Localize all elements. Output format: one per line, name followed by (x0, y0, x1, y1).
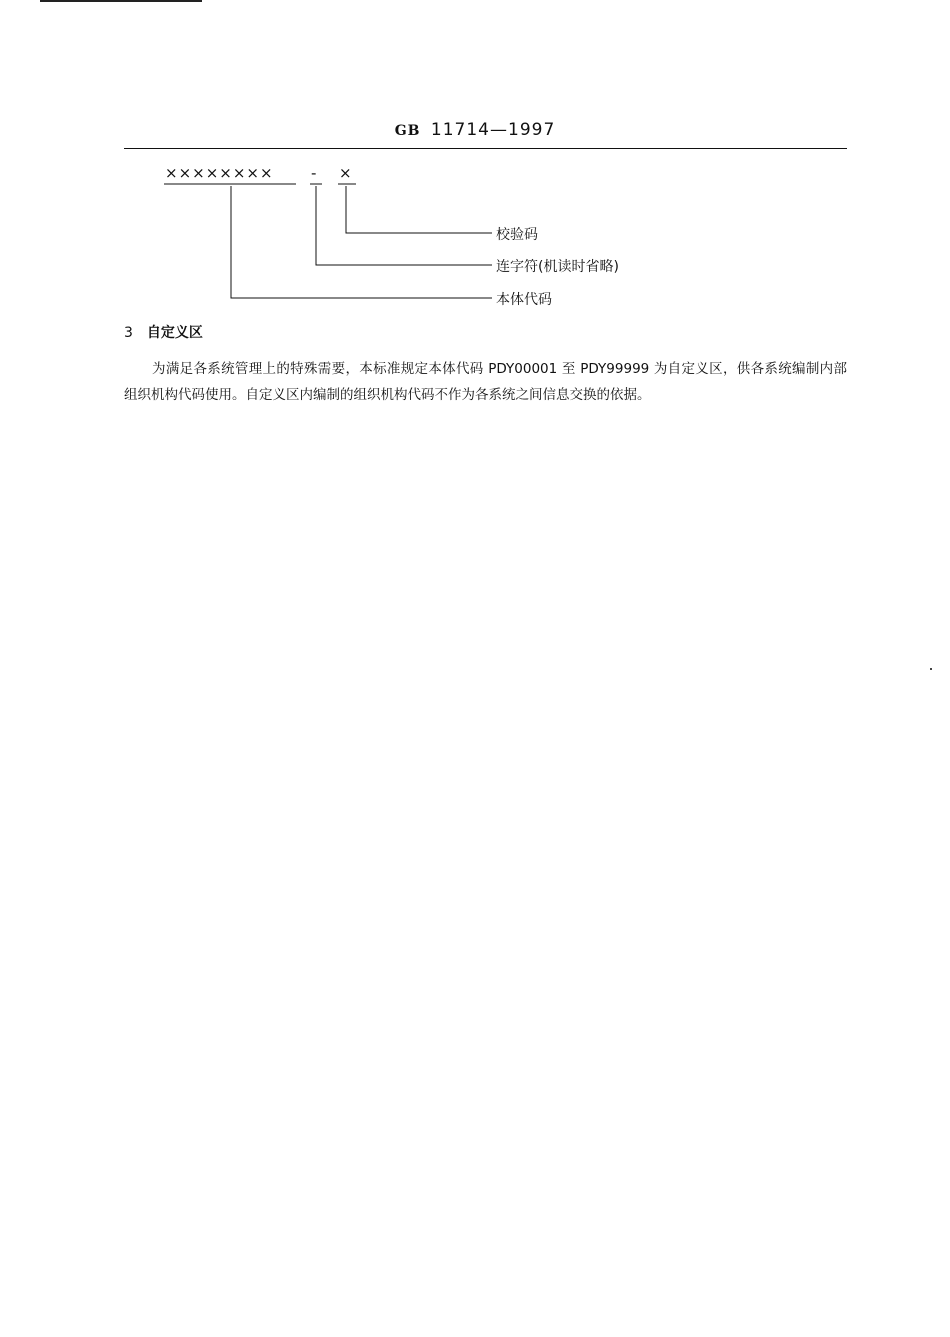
hyphen-connector (316, 186, 492, 265)
header-rule (124, 148, 847, 149)
check-char-placeholder: × (339, 164, 353, 182)
scan-edge-mark (40, 0, 202, 2)
standard-prefix: GB (394, 123, 421, 139)
body-code-label: 本体代码 (496, 292, 552, 308)
page-header (0, 120, 950, 140)
section-number: 3 (124, 325, 133, 341)
standard-number: 11714—1997 (430, 120, 556, 140)
body-code-placeholder: ×××××××× (165, 164, 274, 182)
body-code-connector (231, 186, 492, 298)
code-structure-diagram (0, 0, 950, 320)
hyphen-label: 连字符(机读时省略) (496, 259, 619, 275)
section-title: 自定义区 (146, 325, 203, 341)
hyphen-placeholder: - (311, 164, 318, 182)
section-paragraph: 为满足各系统管理上的特殊需要，本标准规定本体代码 PDY00001 至 PDY99999 为自定义区，供各系统编制内部组织机构代码使用。自定义区内编制的组织机构代码不作为各系统之间信息交换的依据。 (124, 361, 847, 403)
check-code-connector (346, 186, 492, 233)
check-code-label: 校验码 (496, 227, 538, 243)
section-heading (124, 322, 203, 342)
scan-speck (930, 668, 932, 670)
